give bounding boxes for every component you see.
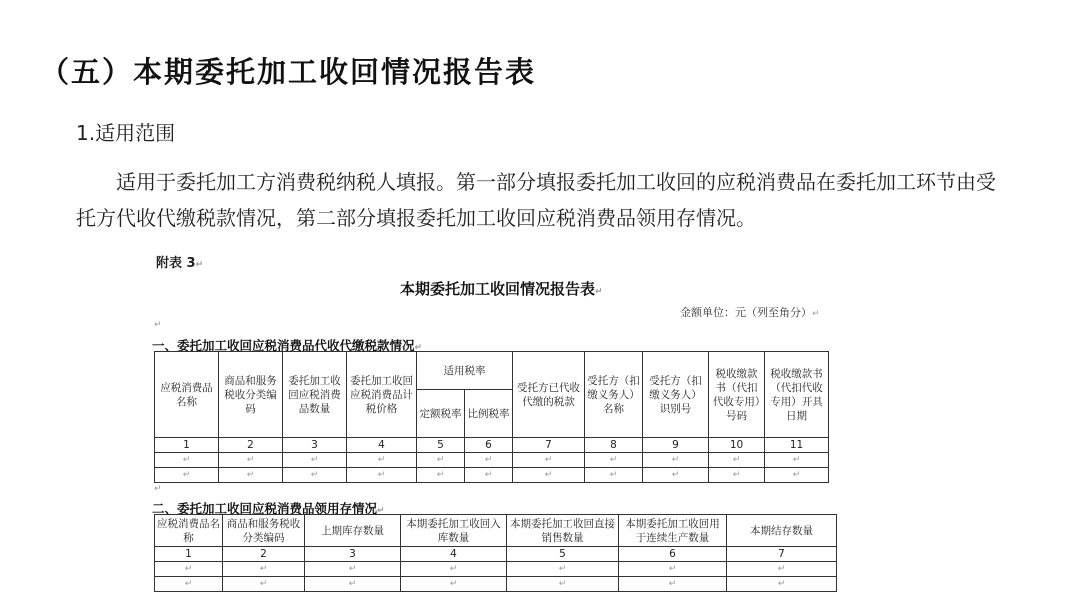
table-row	[155, 547, 837, 562]
report-title	[400, 278, 603, 299]
header-product-name: 应税消费品名称	[155, 352, 219, 438]
section1-table	[154, 351, 829, 483]
empty-cell: ↵	[709, 468, 765, 483]
section2-title-text: 二、委托加工收回应税消费品领用存情况	[152, 501, 378, 516]
column-number: 1	[155, 438, 219, 453]
paragraph-mark: ↵	[154, 320, 162, 330]
header-tax-code: 商品和服务税收分类编码	[219, 352, 283, 438]
empty-cell: ↵	[619, 562, 727, 577]
empty-cell: ↵	[155, 577, 223, 592]
empty-cell: ↵	[727, 562, 837, 577]
empty-cell: ↵	[465, 453, 513, 468]
table-row	[155, 577, 837, 592]
header-product-name: 应税消费品名称	[155, 515, 223, 547]
empty-cell: ↵	[585, 468, 643, 483]
amount-unit-text: 金额单位：元（列至角分）	[680, 306, 812, 319]
empty-cell: ↵	[223, 577, 305, 592]
column-number: 6	[465, 438, 513, 453]
header-tax-rate: 适用税率	[417, 352, 513, 390]
empty-cell: ↵	[765, 468, 829, 483]
column-number: 8	[585, 438, 643, 453]
empty-cell: ↵	[417, 453, 465, 468]
header-opening-stock: 上期库存数量	[305, 515, 401, 547]
empty-cell: ↵	[155, 468, 219, 483]
scope-paragraph: 适用于委托加工方消费税纳税人填报。第一部分填报委托加工收回的应税消费品在委托加工环节由受托方代收代缴税款情况，第二部分填报委托加工收回应税消费品领用存情况。	[76, 170, 996, 230]
column-number: 7	[513, 438, 585, 453]
column-number: 10	[709, 438, 765, 453]
section2-table	[154, 514, 837, 592]
column-number: 4	[401, 547, 507, 562]
column-number: 1	[155, 547, 223, 562]
section1-title-text: 一、委托加工收回应税消费品代收代缴税款情况	[152, 338, 415, 353]
empty-cell: ↵	[727, 577, 837, 592]
empty-cell: ↵	[643, 468, 709, 483]
empty-cell: ↵	[219, 468, 283, 483]
column-number: 11	[765, 438, 829, 453]
annex-label-text: 附表 3	[156, 256, 196, 271]
empty-cell: ↵	[619, 577, 727, 592]
header-production-use: 本期委托加工收回用于连续生产数量	[619, 515, 727, 547]
section-heading: （五）本期委托加工收回情况报告表	[40, 55, 537, 89]
empty-cell: ↵	[513, 453, 585, 468]
empty-cell: ↵	[401, 577, 507, 592]
paragraph-mark: ↵	[154, 484, 162, 494]
empty-cell: ↵	[283, 453, 347, 468]
empty-cell: ↵	[417, 468, 465, 483]
empty-cell: ↵	[283, 468, 347, 483]
empty-cell: ↵	[223, 562, 305, 577]
header-fixed-rate: 定额税率	[417, 390, 465, 438]
empty-cell: ↵	[305, 562, 401, 577]
table-row	[155, 468, 829, 483]
column-number: 3	[305, 547, 401, 562]
column-number: 5	[417, 438, 465, 453]
empty-cell: ↵	[507, 562, 619, 577]
empty-cell: ↵	[155, 562, 223, 577]
empty-cell: ↵	[347, 468, 417, 483]
annex-label	[156, 252, 203, 271]
empty-cell: ↵	[219, 453, 283, 468]
header-agent-name: 受托方（扣缴义务人）名称	[585, 352, 643, 438]
empty-cell: ↵	[765, 453, 829, 468]
amount-unit	[680, 304, 820, 320]
paragraph-mark: ↵	[377, 506, 385, 516]
header-tax-code: 商品和服务税收分类编码	[223, 515, 305, 547]
empty-cell: ↵	[585, 453, 643, 468]
column-number: 9	[643, 438, 709, 453]
scope-subheading: 1.适用范围	[76, 121, 176, 145]
empty-cell: ↵	[709, 453, 765, 468]
column-number: 6	[619, 547, 727, 562]
empty-cell: ↵	[401, 562, 507, 577]
empty-cell: ↵	[465, 468, 513, 483]
table-row	[155, 453, 829, 468]
paragraph-mark: ↵	[195, 260, 204, 270]
header-quantity: 委托加工收回应税消费品数量	[283, 352, 347, 438]
column-number: 7	[727, 547, 837, 562]
table-row	[155, 438, 829, 453]
header-direct-sales: 本期委托加工收回直接销售数量	[507, 515, 619, 547]
empty-cell: ↵	[513, 468, 585, 483]
column-number: 4	[347, 438, 417, 453]
header-proportional-rate: 比例税率	[465, 390, 513, 438]
header-received-quantity: 本期委托加工收回入库数量	[401, 515, 507, 547]
header-closing-stock: 本期结存数量	[727, 515, 837, 547]
header-agent-id: 受托方（扣缴义务人）识别号	[643, 352, 709, 438]
header-receipt-number: 税收缴款书（代扣代收专用）号码	[709, 352, 765, 438]
column-number: 2	[219, 438, 283, 453]
table-row	[155, 562, 837, 577]
paragraph-mark: ↵	[595, 287, 603, 297]
header-tax-withheld: 受托方已代收代缴的税款	[513, 352, 585, 438]
column-number: 5	[507, 547, 619, 562]
paragraph-mark: ↵	[812, 309, 820, 319]
empty-cell: ↵	[305, 577, 401, 592]
empty-cell: ↵	[507, 577, 619, 592]
empty-cell: ↵	[347, 453, 417, 468]
header-receipt-date: 税收缴款书（代扣代收专用）开具日期	[765, 352, 829, 438]
column-number: 2	[223, 547, 305, 562]
empty-cell: ↵	[155, 453, 219, 468]
empty-cell: ↵	[643, 453, 709, 468]
report-title-text: 本期委托加工收回情况报告表	[400, 280, 596, 298]
header-taxable-price: 委托加工收回应税消费品计税价格	[347, 352, 417, 438]
column-number: 3	[283, 438, 347, 453]
paragraph-mark: ↵	[414, 343, 423, 353]
